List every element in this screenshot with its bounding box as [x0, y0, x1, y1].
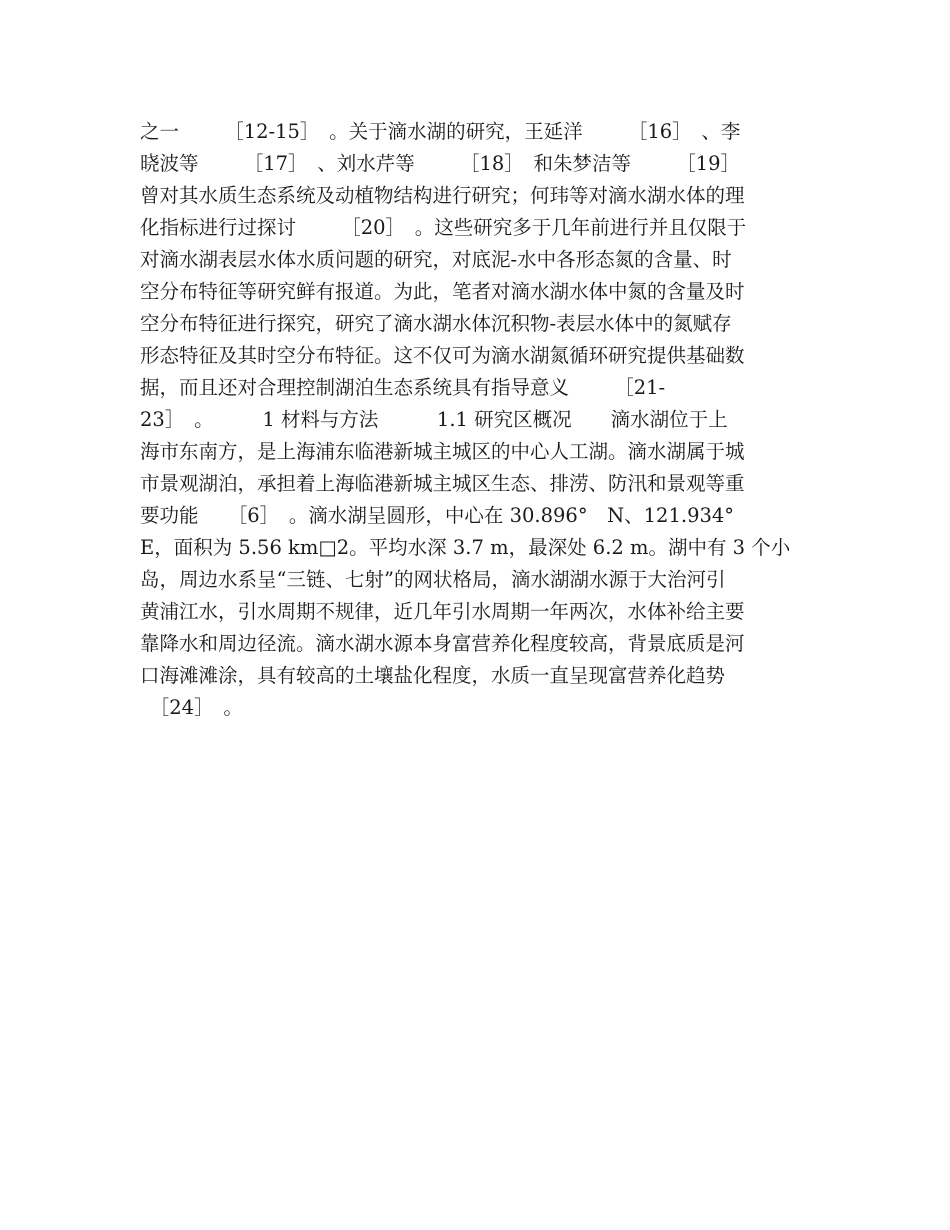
text-line: 黄浦江水，引水周期不规律，近几年引水周期一年两次，水体补给主要 — [140, 600, 745, 623]
text-line: E，面积为 5.56 km□2。平均水深 3.7 m，最深处 6.2 m。湖中有 3 个小 — [140, 536, 791, 559]
text-line: 岛，周边水系呈“三链、七射”的网状格局，滴水湖湖水源于大治河引 — [140, 568, 726, 591]
text-line: 对滴水湖表层水体水质问题的研究，对底泥-水中各形态氮的含量、时 — [140, 248, 732, 271]
text-line: 之一 ［12-15］ 。关于滴水湖的研究，王延洋 ［16］ 、李 — [140, 120, 741, 143]
text-line: 要功能 ［6］ 。滴水湖呈圆形，中心在 30.896° N、121.934° — [140, 504, 735, 527]
text-line: 晓波等 ［17］ 、刘水芹等 ［18］ 和朱梦洁等 ［19］ — [140, 152, 741, 175]
body-paragraph — [140, 116, 820, 724]
text-line: 23］ 。 1 材料与方法 1.1 研究区概况 滴水湖位于上 — [140, 408, 728, 431]
text-line: 市景观湖泊，承担着上海临港新城主城区生态、排涝、防汛和景观等重 — [140, 472, 745, 495]
text-line: 据，而且还对合理控制湖泊生态系统具有指导意义 ［21- — [140, 376, 666, 399]
text-line: 空分布特征等研究鲜有报道。为此，笔者对滴水湖水体中氮的含量及时 — [140, 280, 745, 303]
text-line: 口海滩滩涂，具有较高的土壤盐化程度，水质一直呈现富营养化趋势 — [140, 664, 726, 687]
text-line: 空分布特征进行探究，研究了滴水湖水体沉积物-表层水体中的氮赋存 — [140, 312, 732, 335]
text-line: 靠降水和周边径流。滴水湖水源本身富营养化程度较高，背景底质是河 — [140, 632, 745, 655]
text-line: 曾对其水质生态系统及动植物结构进行研究；何玮等对滴水湖水体的理 — [140, 184, 745, 207]
text-line: 形态特征及其时空分布特征。这不仅可为滴水湖氮循环研究提供基础数 — [140, 344, 745, 367]
text-line: 化指标进行过探讨 ［20］ 。这些研究多于几年前进行并且仅限于 — [140, 216, 747, 239]
text-line: 海市东南方，是上海浦东临港新城主城区的中心人工湖。滴水湖属于城 — [140, 440, 745, 463]
text-line: ［24］ 。 — [140, 696, 243, 719]
